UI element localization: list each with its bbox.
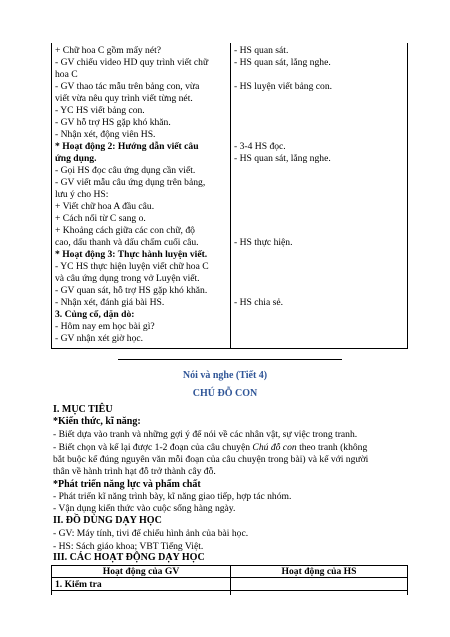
table-cell-hs: - HS luyện viết bảng con. [234,81,333,92]
table-cell-hs: - HS thực hiện. [234,237,293,248]
section-title: Nói và nghe (Tiết 4) [182,370,268,381]
table-row-kiem-tra: 1. Kiểm tra [55,579,102,590]
table-cell-gv: - Nhận xét, động viên HS. [55,129,156,140]
table-cell-hs: - 3-4 HS đọc. [234,141,286,152]
table-cell-gv: - GV quan sát, hỗ trợ HS gặp khó khăn. [55,285,208,296]
table-cell-gv: hoa C [55,69,78,80]
table-cell-gv: viết vừa nêu quy trình viết từng nét. [55,93,193,104]
bottom-table-border-right [407,565,408,595]
paragraph: - Vận dụng kiến thức vào cuộc sống hàng ngày. [53,503,236,514]
table-cell-hs: - HS quan sát, lắng nghe. [234,57,331,68]
story-title: Chú đỗ con [252,442,297,453]
activity-heading: * Hoạt động 3: Thực hành luyện viết. [55,249,208,260]
paragraph [53,442,367,454]
heading-hoat-dong: III. CÁC HOẠT ĐỘNG DẠY HỌC [53,552,205,563]
heading-kien-thuc: *Kiến thức, kĩ năng: [53,416,141,427]
paragraph: - Biết dựa vào tranh và những gợi ý để nói về các nhân vật, sự việc trong tranh. [53,429,358,440]
paragraph-part: - Biết chọn và kể lại được 1-2 đoạn của câu chuyện [53,442,253,453]
activity-heading: ứng dụng. [55,153,97,164]
heading-nang-luc: *Phát triển năng lực và phẩm chất [53,479,201,490]
section-subtitle: CHÚ ĐỖ CON [192,388,258,399]
table-cell-gv: - Gọi HS đọc câu ứng dụng cần viết. [55,165,196,176]
table-cell-gv: - GV viết mẫu câu ứng dụng trên bảng, [55,177,206,188]
table-cell-gv: + Viết chữ hoa A đầu câu. [55,201,155,212]
activity-heading: 3. Củng cố, dặn dò: [55,309,135,320]
table-cell-gv: - Nhận xét, đánh giá bài HS. [55,297,165,308]
table-cell-gv: và câu ứng dụng trong vở Luyện viết. [55,273,200,284]
paragraph: - GV: Máy tính, tivi để chiếu hình ảnh của bài học. [53,528,249,539]
top-table-border-bottom [51,348,408,349]
table-cell-hs: - HS quan sát. [234,45,289,56]
table-cell-gv: lưu ý cho HS: [55,189,109,200]
table-cell-gv: - YC HS viết bảng con. [55,105,145,116]
table-cell-gv: - GV thao tác mẫu trên bảng con, vừa [55,81,200,92]
table-cell-gv: - GV hỗ trợ HS gặp khó khăn. [55,117,171,128]
table-cell-hs: - HS chia sẻ. [234,297,284,308]
top-table-border-left [51,43,52,349]
top-table-border-right [407,43,408,349]
table-cell-gv: - GV chiếu video HD quy trình viết chữ [55,57,209,68]
table-cell-gv: - YC HS thực hiện luyện viết chữ hoa C [55,261,209,272]
section-separator [118,359,342,360]
table-cell-hs: - HS quan sát, lắng nghe. [234,153,331,164]
top-table-divider [230,43,231,349]
table-cell-gv: - Hôm nay em học bài gì? [55,321,155,332]
column-header-gv: Hoạt động của GV [102,566,180,577]
table-cell-gv: cao, dấu thanh và dấu chấm cuối câu. [55,237,199,248]
activity-heading: * Hoạt động 2: Hướng dẫn viết câu [55,141,199,152]
paragraph-part: theo tranh (không [296,442,368,453]
paragraph: thân về hành trình hạt đỗ trở thành cây đỗ. [53,466,216,477]
column-header-hs: Hoạt động của HS [281,566,357,577]
paragraph: bắt buộc kể đúng nguyên văn mỗi đoạn của câu chuyện trong bài) và kể với người [53,454,369,465]
table-cell-gv: + Cách nối từ C sang o. [55,213,146,224]
table-cell-gv: + Khoảng cách giữa các con chữ, độ [55,225,195,236]
table-cell-gv: + Chữ hoa C gồm mấy nét? [55,45,161,56]
heading-muc-tieu: I. MỤC TIÊU [53,404,113,415]
heading-do-dung: II. ĐỒ DÙNG DẠY HỌC [53,515,162,526]
paragraph: - Phát triển kĩ năng trình bày, kĩ năng giao tiếp, hợp tác nhóm. [53,491,292,502]
paragraph: - HS: Sách giáo khoa; VBT Tiếng Việt. [53,541,204,552]
table-cell-gv: - GV nhận xét giờ học. [55,333,144,344]
